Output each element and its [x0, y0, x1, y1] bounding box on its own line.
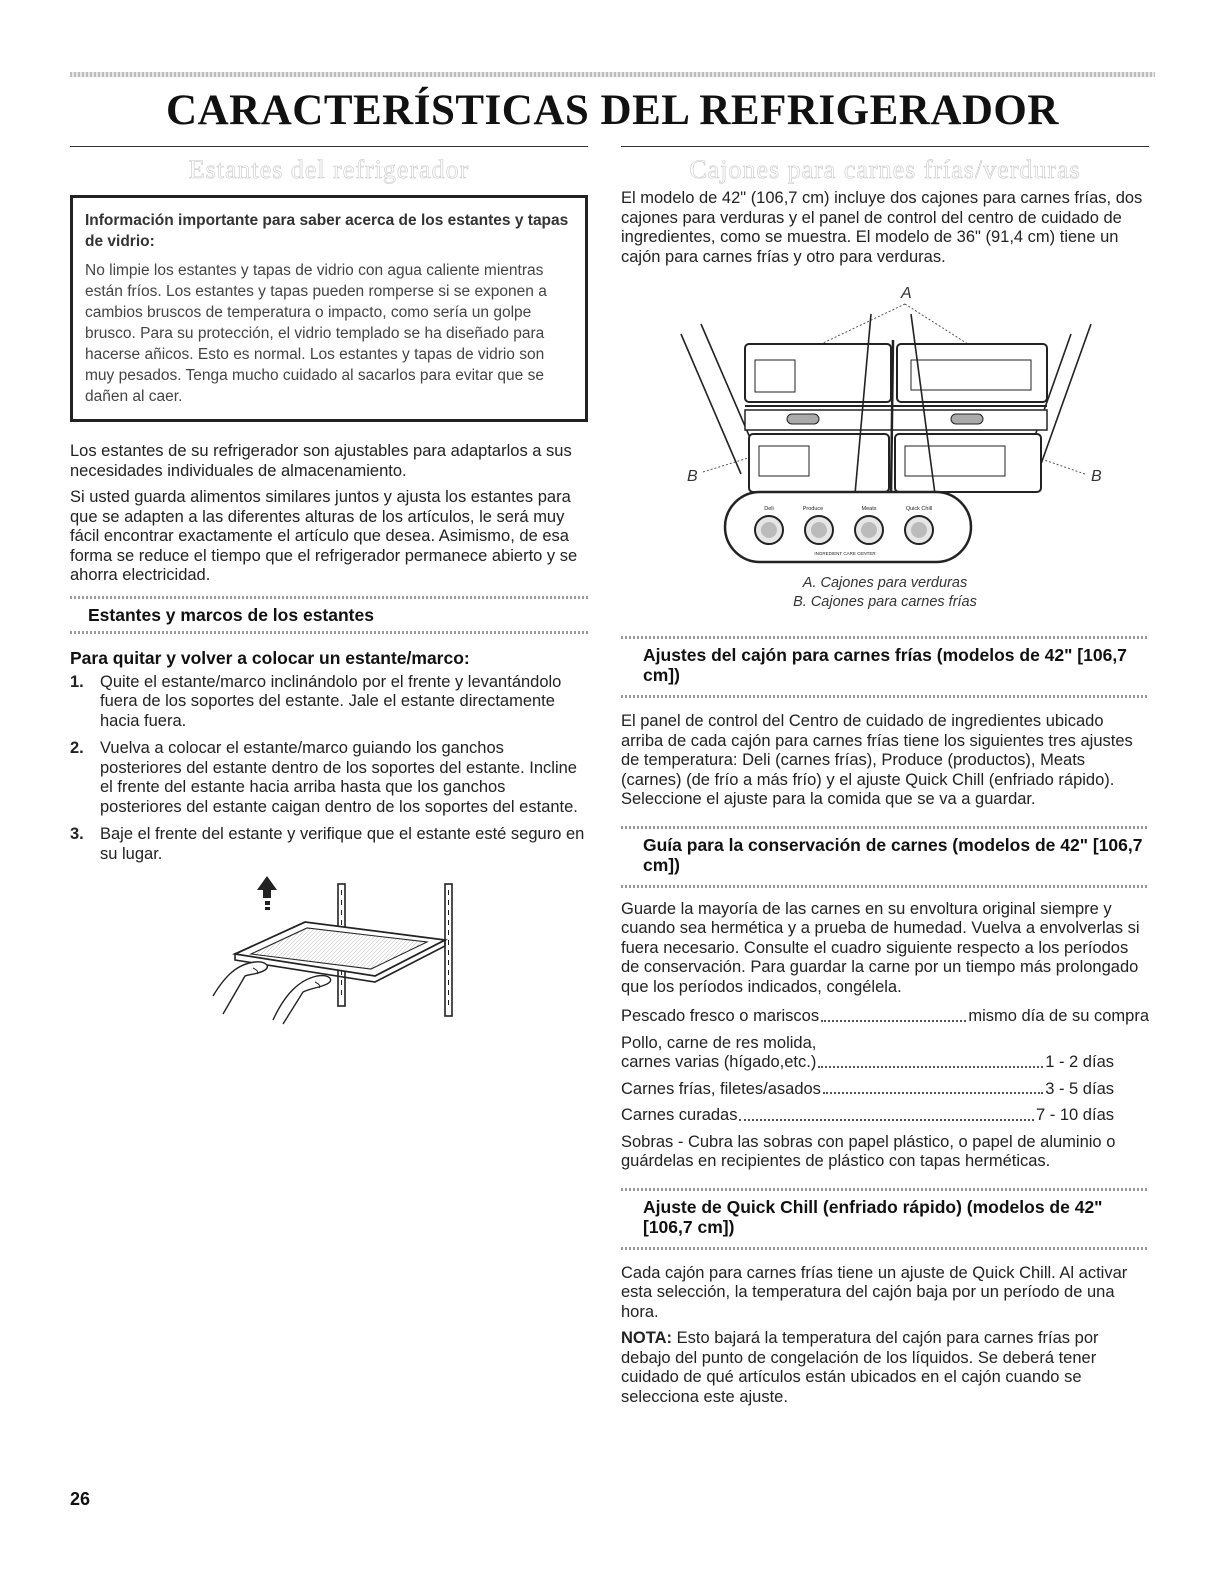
label-b-left: B: [687, 468, 698, 485]
storage-item: Carnes frías, filetes/asados: [621, 1079, 821, 1098]
subheading-shelves-frames: Estantes y marcos de los estantes: [88, 604, 374, 625]
step-text: Baje el frente del estante y verifique que el estante esté seguro en su lugar.: [100, 825, 585, 863]
panel-label-meats: Meats: [861, 506, 877, 512]
storage-row: [621, 1080, 1114, 1100]
section-heading-shelves: Estantes del refrigerador: [188, 155, 470, 184]
step-number: 1.: [70, 672, 84, 691]
page-title: CARACTERÍSTICAS DEL REFRIGERADOR: [166, 87, 1059, 134]
right-column: [621, 146, 1149, 1414]
figure-caption-a: A. Cajones para verduras: [802, 575, 968, 591]
panel-label-produce: Produce: [802, 506, 824, 512]
leader-dots: [823, 1080, 1043, 1095]
step-number: 2.: [70, 739, 84, 757]
storage-time: 3 - 5 días: [1045, 1079, 1114, 1098]
storage-time: mismo día de su compra: [968, 1007, 1149, 1025]
panel-name: INGREDIENT CARE CENTER: [814, 551, 876, 556]
dotted-rule: [70, 631, 588, 634]
list-item: [70, 825, 588, 864]
paragraph: Los estantes de su refrigerador son ajustables para adaptarlos a sus necesidades individuales de almacenamiento.: [70, 442, 572, 480]
storage-item: Carnes curadas: [621, 1106, 738, 1124]
label-a: A: [901, 285, 912, 302]
list-item: [70, 673, 588, 732]
crisper-drawers-illustration: [621, 274, 1149, 574]
paragraph: Sobras - Cubra las sobras con papel plástico, o papel de aluminio o guárdelas en recipientes de plástico con tapas herméticas.: [621, 1132, 1116, 1170]
note-label: NOTA:: [621, 1329, 673, 1347]
section-heading-crispers: Cajones para carnes frías/verduras: [689, 155, 1081, 184]
dotted-rule: [621, 826, 1149, 829]
note-text: Esto bajará la temperatura del cajón para carnes frías por debajo del punto de congelación de los líquidos. Se deberá tener cuidado de qué artículos están ubicados en el cajón cuando se selecciona este ajuste.: [621, 1329, 1099, 1406]
storage-time: 1 - 2 días: [1045, 1053, 1114, 1071]
subheading-meat-drawer-settings: Ajustes del cajón para carnes frías (modelos de 42" [106,7 cm]): [643, 645, 1127, 685]
subheading-quick-chill: Ajuste de Quick Chill (enfriado rápido) (modelos de 42" [106,7 cm]): [643, 1196, 1103, 1237]
shelf-removal-illustration: [195, 876, 495, 1026]
list-item: [70, 739, 588, 817]
left-column: [70, 146, 588, 1026]
leader-dots: [739, 1106, 1034, 1121]
storage-item: carnes varias (hígado,etc.): [621, 1053, 817, 1071]
important-box-heading: Información importante para saber acerca de los estantes y tapas de vidrio:: [85, 212, 569, 250]
dotted-rule: [621, 1247, 1149, 1250]
storage-row: [621, 1106, 1114, 1126]
paragraph: Guarde la mayoría de las carnes en su envoltura original siempre y cuando sea hermética y a prueba de humedad. Vuelva a envolverlas si fuera necesario. Consulte el cuadro siguiente respecto a los períodos de conservación. Para guardar la carne por un tiempo más prolongado que los períodos indicados, congélela.: [621, 899, 1140, 996]
page-number: 26: [70, 1489, 91, 1509]
storage-time: 7 - 10 días: [1036, 1106, 1114, 1124]
section-rule: [70, 146, 588, 147]
step-number: 3.: [70, 825, 84, 843]
dotted-rule: [70, 596, 588, 599]
leader-dots: [821, 1007, 966, 1022]
dotted-rule: [621, 1188, 1149, 1191]
storage-item-prefix: Pollo, carne de res molida,: [621, 1033, 817, 1052]
storage-table: [621, 1007, 1149, 1126]
paragraph: Si usted guarda alimentos similares juntos y ajusta los estantes para que se adapten a las diferentes alturas de los artículos, le será muy fácil encontrar exactamente el artículo que desea. Asimismo, de esa forma se reduce el tiempo que el refrigerador permanece abierto y se ahorra electricidad.: [70, 488, 578, 584]
paragraph: Cada cajón para carnes frías tiene un ajuste de Quick Chill. Al activar esta selección, la temperatura del cajón baja por un período de una hora.: [621, 1263, 1128, 1321]
important-info-box: [70, 195, 588, 422]
dotted-rule: [621, 885, 1149, 888]
subheading-meat-storage-guide: Guía para la conservación de carnes (modelos de 42" [106,7 cm]): [643, 834, 1143, 875]
panel-label-deli: Deli: [764, 506, 774, 512]
storage-row: [621, 1053, 1114, 1073]
dotted-rule: [621, 636, 1149, 639]
panel-label-quick-chill: Quick Chill: [905, 506, 933, 512]
note-paragraph: [621, 1329, 1149, 1407]
steps-list: [70, 673, 588, 865]
leader-dots: [818, 1053, 1043, 1068]
important-box-text: No limpie los estantes y tapas de vidrio con agua caliente mientras están fríos. Los estantes y tapas pueden romperse si se exponen a cambios bruscos de temperatura o impacto, como sería un golpe brusco. Para su protección, el vidrio templado se ha diseñado para hacerse añicos. Esto es normal. Los estantes y tapas de vidrio son muy pesados. Tenga mucho cuidado al sacarlos para evitar que se dañen al caer.: [85, 262, 547, 405]
storage-row: [621, 1007, 1149, 1027]
step-text: Vuelva a colocar el estante/marco guiando los ganchos posteriores del estante dentro de los soportes del estante. Incline el frente del estante hacia arriba hasta que los ganchos posteriores del estante caigan dentro de los soportes del estante.: [100, 739, 578, 816]
step-text: Quite el estante/marco inclinándolo por el frente y levantándolo fuera de los soportes del estante. Jale el estante directamente hacia fuera.: [100, 672, 562, 730]
paragraph: El modelo de 42" (106,7 cm) incluye dos cajones para carnes frías, dos cajones para verduras y el panel de control del centro de cuidado de ingredientes, como se muestra. El modelo de 36" (91,4 cm) tiene un cajón para carnes frías y otro para verduras.: [621, 189, 1143, 266]
storage-item: Pescado fresco o mariscos: [621, 1007, 820, 1025]
paragraph: El panel de control del Centro de cuidado de ingredientes ubicado arriba de cada cajón para carnes frías tiene los siguientes tres ajustes de temperatura: Deli (carnes frías), Produce (productos), Meats (carnes) (de frío a más frío) y el ajuste Quick Chill (enfriado rápido). Seleccione el ajuste para la comida que se va a guardar.: [621, 712, 1133, 808]
section-rule: [621, 146, 1149, 147]
dotted-rule: [621, 695, 1149, 698]
procedure-heading: Para quitar y volver a colocar un estante/marco:: [70, 647, 470, 668]
label-b-right: B: [1091, 468, 1102, 485]
figure-caption-b: B. Cajones para carnes frías: [793, 594, 977, 610]
top-dotted-rule: [70, 72, 1155, 77]
